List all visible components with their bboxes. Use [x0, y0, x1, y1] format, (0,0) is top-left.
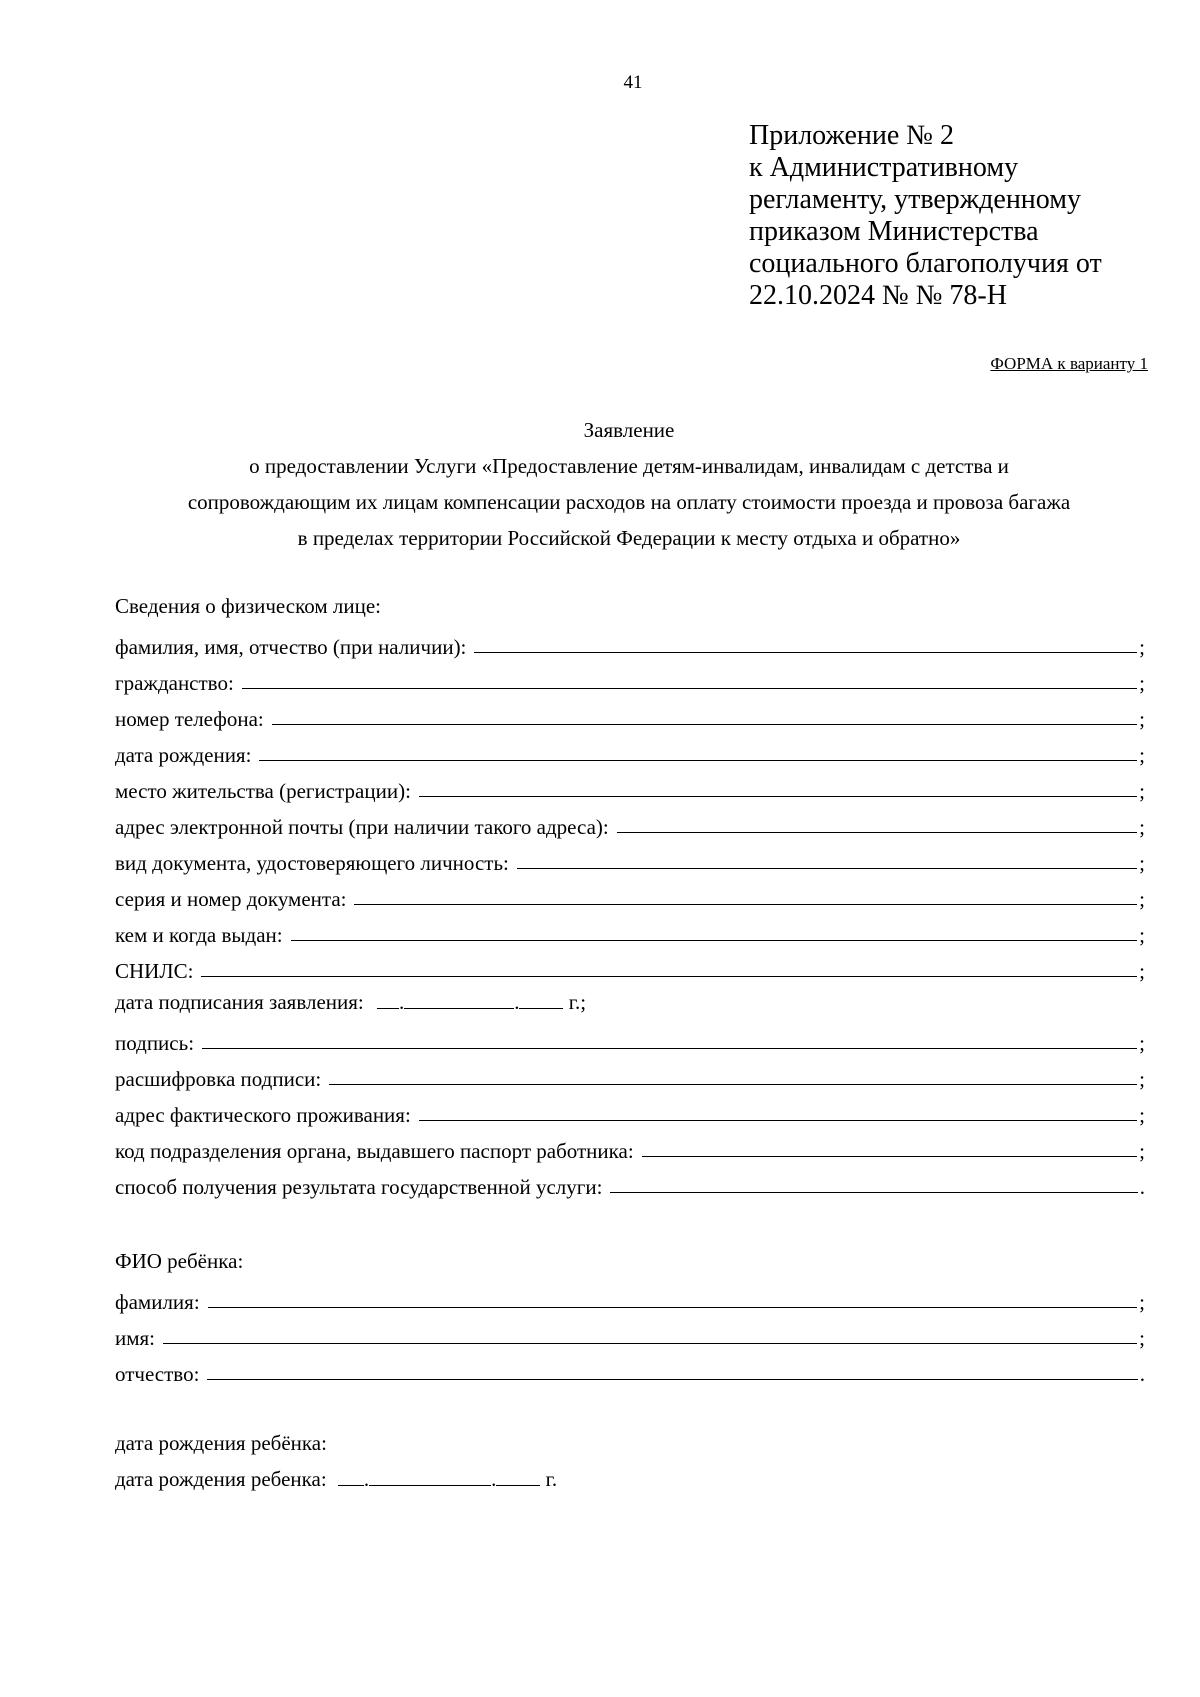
field-label: отчество:	[115, 1362, 200, 1386]
field-end: ;	[1139, 635, 1145, 659]
field-birth-date	[115, 732, 1145, 768]
field-snils	[115, 948, 1145, 984]
field-label: серия и номер документа:	[115, 887, 347, 911]
field-end: .	[1139, 1175, 1145, 1199]
field-label: дата рождения:	[115, 743, 252, 767]
child-birth-section	[115, 1425, 1145, 1497]
field-label: место жительства (регистрации):	[115, 779, 411, 803]
fill-line[interactable]	[517, 868, 1137, 869]
annex-line: приказом Министерства	[749, 216, 1039, 247]
fill-line[interactable]	[642, 1156, 1137, 1157]
field-label: подпись:	[115, 1031, 195, 1055]
field-label: способ получения результата государственной услуги:	[115, 1175, 603, 1199]
field-end: ;	[1139, 671, 1145, 695]
day-blank[interactable]	[377, 988, 399, 1009]
person-section	[115, 588, 1145, 1200]
field-phone	[115, 696, 1145, 732]
fill-line[interactable]	[201, 976, 1137, 977]
month-blank[interactable]	[404, 988, 514, 1009]
field-label: дата подписания заявления:	[115, 990, 364, 1014]
field-signature-transcript	[115, 1056, 1145, 1092]
page-number: 41	[623, 72, 643, 93]
person-heading: Сведения о физическом лице:	[115, 594, 381, 618]
date-separator: .	[398, 990, 405, 1014]
document-title	[80, 412, 1178, 556]
field-end: ;	[1139, 887, 1145, 911]
field-child-surname	[115, 1279, 1145, 1315]
annex-line: Приложение № 2	[749, 120, 954, 151]
field-end: ;	[1139, 1103, 1145, 1127]
date-suffix: г.;	[568, 990, 587, 1014]
field-label: номер телефона:	[115, 707, 264, 731]
day-blank[interactable]	[338, 1465, 364, 1486]
fill-line[interactable]	[610, 1192, 1137, 1193]
fill-line[interactable]	[419, 1120, 1137, 1121]
field-end: ;	[1139, 1031, 1145, 1055]
field-end: ;	[1139, 1139, 1145, 1163]
field-signing-date	[115, 984, 1145, 1020]
field-full-name	[115, 624, 1145, 660]
field-end: ;	[1139, 1326, 1145, 1350]
fill-line[interactable]	[419, 796, 1137, 797]
title-line: в пределах территории Российской Федерации к месту отдыха и обратно»	[297, 526, 961, 550]
field-division-code	[115, 1128, 1145, 1164]
fill-line[interactable]	[207, 1379, 1137, 1380]
child-section	[115, 1243, 1145, 1387]
annex-line: регламенту, утвержденному	[749, 184, 1081, 215]
fill-line[interactable]	[474, 652, 1137, 653]
field-label: имя:	[115, 1326, 156, 1350]
fill-line[interactable]	[208, 1307, 1137, 1308]
title-line: о предоставлении Услуги «Предоставление детям-инвалидам, инвалидам с детства и	[249, 454, 1009, 478]
field-end: ;	[1139, 851, 1145, 875]
annex-block	[749, 120, 1102, 312]
field-end: .	[1139, 1362, 1145, 1386]
field-label: СНИЛС:	[115, 959, 194, 983]
child-birth-heading: дата рождения ребёнка:	[115, 1431, 327, 1455]
field-label: гражданство:	[115, 671, 234, 695]
annex-line: социального благополучия от	[749, 248, 1102, 279]
field-citizenship	[115, 660, 1145, 696]
field-label: дата рождения ребенка:	[115, 1467, 327, 1491]
field-child-name	[115, 1315, 1145, 1351]
date-separator: .	[514, 990, 520, 1014]
date-separator: .	[363, 1467, 370, 1491]
field-label: код подразделения органа, выдавшего паспорт работника:	[115, 1139, 634, 1163]
field-label: адрес фактического проживания:	[115, 1103, 411, 1127]
fill-line[interactable]	[291, 940, 1138, 941]
form-variant-label: ФОРМА к варианту 1	[990, 354, 1148, 373]
field-result-method	[115, 1164, 1145, 1200]
field-end: ;	[1139, 923, 1145, 947]
date-suffix: г.	[545, 1467, 558, 1491]
title-line: сопровождающим их лицам компенсации расходов на оплату стоимости проезда и провоза багажа	[187, 490, 1071, 514]
month-blank[interactable]	[369, 1465, 491, 1486]
fill-line[interactable]	[242, 688, 1137, 689]
field-label: адрес электронной почты (при наличии такого адреса):	[115, 815, 609, 839]
field-actual-address	[115, 1092, 1145, 1128]
field-signature	[115, 1020, 1145, 1056]
fill-line[interactable]	[354, 904, 1137, 905]
field-end: ;	[1139, 815, 1145, 839]
field-id-document	[115, 840, 1145, 876]
field-end: ;	[1139, 1290, 1145, 1314]
field-end: ;	[1139, 743, 1145, 767]
field-label: фамилия:	[115, 1290, 200, 1314]
fill-line[interactable]	[329, 1084, 1137, 1085]
field-document-number	[115, 876, 1145, 912]
title-heading: Заявление	[583, 418, 675, 442]
field-label: расшифровка подписи:	[115, 1067, 322, 1091]
annex-line: к Административному	[749, 152, 1019, 183]
fill-line[interactable]	[163, 1343, 1137, 1344]
field-email	[115, 804, 1145, 840]
field-end: ;	[1139, 779, 1145, 803]
field-label: вид документа, удостоверяющего личность:	[115, 851, 509, 875]
field-label: кем и когда выдан:	[115, 923, 283, 947]
field-child-birth-date	[115, 1461, 1145, 1497]
annex-line: 22.10.2024 № № 78-Н	[749, 280, 1007, 311]
date-separator: .	[491, 1467, 497, 1491]
field-end: ;	[1139, 959, 1145, 983]
field-issued-by	[115, 912, 1145, 948]
year-blank[interactable]	[496, 1465, 540, 1486]
field-registration	[115, 768, 1145, 804]
fill-line[interactable]	[202, 1048, 1137, 1049]
fill-line[interactable]	[259, 760, 1137, 761]
field-label: фамилия, имя, отчество (при наличии):	[115, 635, 467, 659]
year-blank[interactable]	[519, 988, 563, 1009]
child-heading: ФИО ребёнка:	[115, 1249, 244, 1273]
fill-line[interactable]	[617, 832, 1137, 833]
field-end: ;	[1139, 1067, 1145, 1091]
field-end: ;	[1139, 707, 1145, 731]
field-child-patronymic	[115, 1351, 1145, 1387]
fill-line[interactable]	[272, 724, 1137, 725]
